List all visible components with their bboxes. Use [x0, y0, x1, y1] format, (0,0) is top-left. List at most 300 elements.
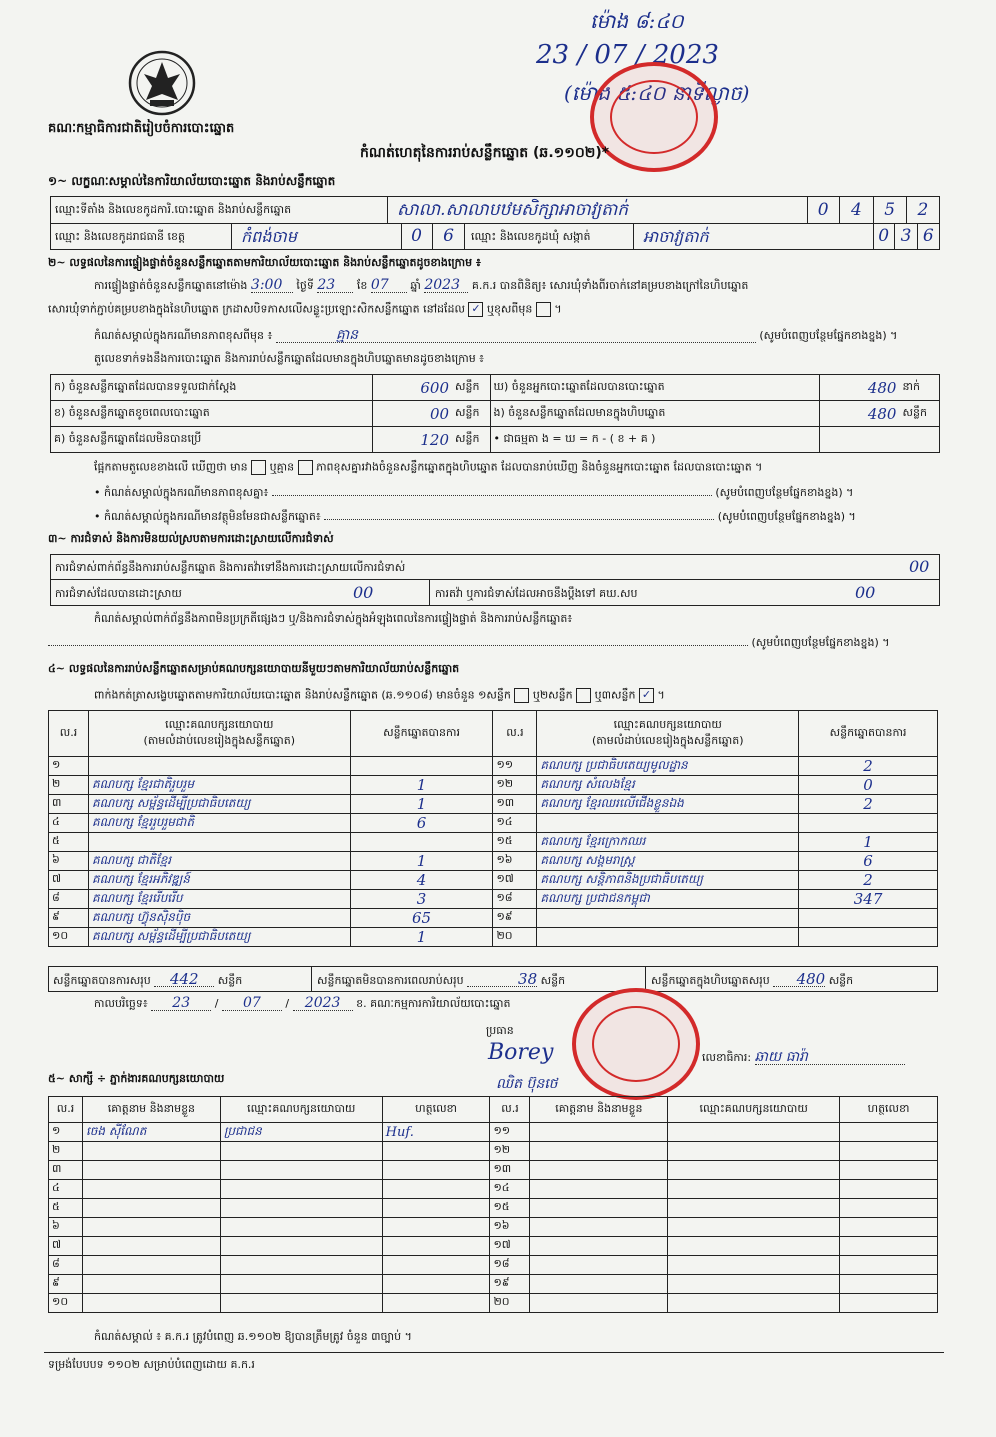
- section3-heading: ៣~ ការជំទាស់ និងការមិនយល់ស្របតាមការដោះស្រាយលើការជំទាស់: [48, 532, 334, 545]
- col-party: ឈ្មោះគណបក្សនយោបាយ: [668, 1097, 840, 1123]
- party-name: គណបក្ស សន្តិភាពនិងប្រជាធិបតេយ្យ: [537, 871, 799, 890]
- bullet-diff-label: • កំណត់សម្គាល់ក្នុងករណីមានភាពខុសគ្នា៖: [94, 486, 269, 499]
- party-votes: 6: [350, 814, 493, 833]
- figure-value: [820, 427, 900, 453]
- verify-year: 2023: [424, 278, 468, 293]
- row-number: ២: [49, 776, 89, 795]
- party-name: គណបក្ស សម្ព័ន្ធដើម្បីប្រជាធិបតេយ្យ: [88, 928, 350, 947]
- diff-note-label: កំណត់សម្គាល់ក្នុងករណីមានភាពខុសពីមុន ៖: [94, 329, 273, 342]
- province-label: ឈ្មោះ និងលេខកូដរាជធានី ខេត្ត: [55, 230, 185, 243]
- figure-row: [51, 427, 940, 453]
- diff-text: ភាពខុសគ្នារវាងចំនួនសន្លឹកឆ្នោតក្នុងហិបឆ្នោត ដែលបានរាប់ឃើញ និងចំនួនអ្នកបោះឆ្នោត ដែលបានបោះឆ្នោត ។: [316, 460, 763, 474]
- valid-total-label: សន្លឹកឆ្នោតបានការសរុប: [53, 974, 151, 987]
- row-number: ១៣: [493, 795, 537, 814]
- party-row: [49, 776, 938, 795]
- site-code-digit: 5: [874, 197, 907, 224]
- section3-box: [50, 554, 940, 606]
- figure-unit: [899, 427, 939, 453]
- sheet-count-label: ពាក់ងកត់ត្រាសង្ខេបឆ្នោតតាមការិយាល័យបោះឆ្នោត និងរាប់សន្លឹកឆ្នោត (ឆ.១១០៨) មានចំនួន ១សន្លឹក: [94, 688, 511, 702]
- col-no: ល.រ: [49, 711, 89, 757]
- witness-name: [530, 1294, 668, 1313]
- checkbox-3-sheets[interactable]: ✓: [639, 688, 654, 703]
- diff-have-label: ផ្អែកតាមតួលេខខាងលើ ឃើញថា មាន: [94, 460, 248, 474]
- row-number: ១៥: [490, 1199, 530, 1218]
- chair-name: ឈិត ប៊ុនថេ: [496, 1076, 558, 1092]
- checkbox-have-diff[interactable]: [251, 460, 266, 475]
- date-line: កាលបរិច្ឆេទ៖ 23 / 07 / 2023 ខ. គណៈកម្មការការិយាល័យបោះឆ្នោត: [94, 995, 511, 1011]
- witness-signature: [840, 1142, 938, 1161]
- witness-party: [220, 1237, 382, 1256]
- row-number: ២០: [493, 928, 537, 947]
- party-row: [49, 757, 938, 776]
- invalid-total-label: សន្លឹកឆ្នោតមិនបានការពេលរាប់សរុប: [317, 974, 464, 987]
- witness-name: [530, 1218, 668, 1237]
- handwritten-note-3: (ម៉ោង ៥:៤០ នាទីល្ងាច): [564, 81, 750, 105]
- row-number: ៩: [49, 909, 89, 928]
- party-name: [88, 833, 350, 852]
- footer-note: កំណត់សម្គាល់ ៖ គ.ក.រ ត្រូវបំពេញ ឆ.១១០២ ឱ្យបានត្រឹមត្រូវ ចំនួន ៣ច្បាប់ ។: [94, 1330, 412, 1343]
- party-name: គណបក្ស ហ៊្វុនស៊ិនប៉ិច: [88, 909, 350, 928]
- witness-row: [49, 1294, 938, 1313]
- date-month: 07: [222, 996, 282, 1011]
- party-votes: 1: [350, 795, 493, 814]
- party-name: គណបក្ស សម្ព័ន្ធដើម្បីប្រជាធិបតេយ្យ: [88, 795, 350, 814]
- appeal-value: 00: [855, 583, 876, 602]
- witness-row: [49, 1180, 938, 1199]
- checkbox-no-diff[interactable]: [298, 460, 313, 475]
- party-name: គណបក្ស សង្គមរាស្ត្រ: [537, 852, 799, 871]
- verify-month: 07: [371, 278, 407, 293]
- party-results-table: [48, 710, 938, 947]
- party-row: [49, 833, 938, 852]
- handwritten-note-2: 23 / 07 / 2023: [536, 40, 719, 70]
- party-votes: 4: [350, 871, 493, 890]
- witness-signature: [382, 1237, 490, 1256]
- witness-signature: [382, 1294, 490, 1313]
- col-no: ល.រ: [493, 711, 537, 757]
- handwritten-note-1: ម៉ោង ៨:៤០: [590, 9, 684, 33]
- witness-party: [668, 1123, 840, 1142]
- witness-table: [48, 1096, 938, 1313]
- row-number: ១៨: [493, 890, 537, 909]
- row-number: ១៥: [493, 833, 537, 852]
- witness-party: [220, 1294, 382, 1313]
- party-name: [537, 928, 799, 947]
- row-number: ៦: [49, 852, 89, 871]
- province-code-digit: 6: [433, 224, 465, 250]
- witness-row: [49, 1161, 938, 1180]
- witness-signature: [382, 1256, 490, 1275]
- row-number: ៨: [49, 890, 89, 909]
- col-votes: សន្លឹកឆ្នោតបានការ: [350, 711, 493, 757]
- sheet-3-label: ឬ៣សន្លឹក: [594, 688, 636, 702]
- unit: សន្លឹក: [217, 974, 243, 987]
- party-name: គណបក្ស ខ្មែររួបរួមជាតិ: [88, 814, 350, 833]
- party-name: គណបក្ស ខ្មែររើបរើប: [88, 890, 350, 909]
- witness-name: [82, 1180, 220, 1199]
- witness-row: [49, 1275, 938, 1294]
- row-number: ២០: [490, 1294, 530, 1313]
- section3-note: កំណត់សម្គាល់ពាក់ព័ន្ធនឹងភាពមិនប្រក្រតីផ្សេងៗ ឬ/និងការជំទាស់ក្នុងអំឡុងពេលនៃការផ្ទៀងផ្ទាត់ និងការរាប់សន្លឹកឆ្នោត៖: [94, 612, 573, 625]
- witness-signature: [840, 1123, 938, 1142]
- row-number: ១២: [493, 776, 537, 795]
- party-name: គណបក្ស ប្រជាធិបតេយ្យមូលដ្ឋាន: [537, 757, 799, 776]
- commune-label: ឈ្មោះ និងលេខកូដឃុំ សង្កាត់: [471, 230, 591, 243]
- witness-party: [220, 1161, 382, 1180]
- party-name: គណបក្ស ខ្មែរជាតិរួបរួម: [88, 776, 350, 795]
- province-code: [401, 224, 465, 250]
- commune-code-digit: 0: [873, 224, 895, 250]
- committee-label: ខ. គណៈកម្មការការិយាល័យបោះឆ្នោត: [356, 997, 511, 1010]
- witness-signature: [840, 1161, 938, 1180]
- party-row: [49, 928, 938, 947]
- witness-name: [530, 1180, 668, 1199]
- witness-row: [49, 1237, 938, 1256]
- figure-label: ខ) ចំនួនសន្លឹកឆ្នោតខូចពេលបោះឆ្នោត: [51, 401, 373, 427]
- diff-line: [94, 460, 762, 475]
- row-number: ៤: [49, 814, 89, 833]
- province-code-digit: 0: [401, 224, 433, 250]
- party-name: គណបក្ស ខ្មែរក្រោកឈរ: [537, 833, 799, 852]
- figure-value: 480: [820, 375, 900, 401]
- row-number: ៣: [49, 1161, 83, 1180]
- verify-year-label: ឆ្នាំ: [410, 279, 421, 292]
- col-no: ល.រ: [49, 1097, 83, 1123]
- row-number: ១២: [490, 1142, 530, 1161]
- official-stamp-bottom: [572, 988, 700, 1100]
- invalid-total: 38: [467, 972, 537, 987]
- row-number: ៧: [49, 1237, 83, 1256]
- col-no: ល.រ: [490, 1097, 530, 1123]
- witness-signature: [382, 1218, 490, 1237]
- verify-line-3: [94, 328, 897, 343]
- witness-party: ប្រជាជន: [220, 1123, 382, 1142]
- witness-name: [530, 1199, 668, 1218]
- party-row: [49, 909, 938, 928]
- checkbox-same[interactable]: ✓: [468, 302, 483, 317]
- witness-party: [220, 1256, 382, 1275]
- col-party: ឈ្មោះគណបក្សនយោបាយ (តាមលំដាប់លេខរៀងក្នុងសន្លឹកឆ្នោត): [537, 711, 799, 757]
- party-name: គណបក្ស ប្រជាជនកម្ពុជា: [537, 890, 799, 909]
- figure-label: • ជាធម្មតា ង = ឃ = ក - ( ខ + គ ): [490, 427, 820, 453]
- witness-row: [49, 1123, 938, 1142]
- chair-title: ប្រធាន: [486, 1024, 514, 1037]
- resolved-label: ការជំទាស់ដែលបានដោះស្រាយ: [55, 587, 182, 600]
- commune-code: [873, 224, 939, 250]
- witness-party: [668, 1256, 840, 1275]
- commune-code-digit: 6: [922, 226, 934, 246]
- witness-row: [49, 1218, 938, 1237]
- date-label: កាលបរិច្ឆេទ៖: [94, 997, 148, 1010]
- witness-party: [668, 1199, 840, 1218]
- section1-heading: ១~ លក្ខណៈសម្គាល់នៃការិយាល័យបោះឆ្នោត និងរាប់សន្លឹកឆ្នោត: [48, 174, 336, 188]
- row-number: ១៧: [493, 871, 537, 890]
- totals-row: [48, 966, 938, 992]
- witness-signature: [840, 1256, 938, 1275]
- figure-unit: សន្លឹក: [899, 401, 939, 427]
- complaint-value: 00: [909, 557, 930, 576]
- witness-signature: [382, 1142, 490, 1161]
- witness-signature: [840, 1275, 938, 1294]
- witness-party: [668, 1237, 840, 1256]
- figure-value: 00: [372, 401, 452, 427]
- party-votes: [799, 928, 938, 947]
- official-stamp-top: [590, 62, 718, 172]
- row-number: ១: [49, 1123, 83, 1142]
- col-sign: ហត្ថលេខា: [840, 1097, 938, 1123]
- witness-signature: Huf.: [382, 1123, 490, 1142]
- row-number: ៥: [49, 1199, 83, 1218]
- witness-name: [82, 1161, 220, 1180]
- witness-name: [82, 1218, 220, 1237]
- witness-party: [668, 1161, 840, 1180]
- row-number: ៩: [49, 1275, 83, 1294]
- col-votes: សន្លឹកឆ្នោតបានការ: [799, 711, 938, 757]
- row-number: ១៨: [490, 1256, 530, 1275]
- site-code-digit: 2: [917, 200, 929, 220]
- verify-line-2: សោរឃុំទាក់ភ្ជាប់គម្របខាងក្នុងនៃហិបឆ្នោត ក្រដាសបិទភាសលើសន្លួះប្រឡោះសិកសន្លឹកឆ្នោត នៅដដែល ✓ ឬខុសពីមុន ។: [48, 302, 562, 316]
- row-number: ១: [49, 757, 89, 776]
- party-votes: 1: [350, 852, 493, 871]
- figure-row: [51, 401, 940, 427]
- witness-signature: [840, 1199, 938, 1218]
- diff-note-value: គ្មាន: [276, 328, 756, 343]
- party-votes: [799, 909, 938, 928]
- witness-party: [220, 1180, 382, 1199]
- witness-party: [668, 1294, 840, 1313]
- witness-signature: [840, 1294, 938, 1313]
- figures-table: [50, 374, 940, 453]
- row-number: ១៦: [490, 1218, 530, 1237]
- section5-heading: ៥~ សាក្សី ÷ ភ្នាក់ងារគណបក្សនយោបាយ: [48, 1072, 225, 1085]
- witness-party: [220, 1275, 382, 1294]
- witness-signature: [382, 1275, 490, 1294]
- row-number: ១១: [493, 757, 537, 776]
- witness-party: [668, 1142, 840, 1161]
- witness-party: [668, 1180, 840, 1199]
- row-number: ១៦: [493, 852, 537, 871]
- row-number: ១០: [49, 928, 89, 947]
- witness-party: [220, 1142, 382, 1161]
- witness-name: [530, 1123, 668, 1142]
- figure-unit: សន្លឹក: [452, 427, 490, 453]
- witness-name: [82, 1275, 220, 1294]
- verify-month-label: ខែ: [356, 279, 368, 292]
- party-name: គណបក្ស ខ្មែរអភិវឌ្ឍន៍: [88, 871, 350, 890]
- verify-time: 3:00: [251, 278, 293, 293]
- site-code-digit: 4: [840, 197, 873, 224]
- site-label: ឈ្មោះទីតាំង និងលេខកូដការិ.បោះឆ្នោត និងរាប់សន្លឹកឆ្នោត: [55, 203, 292, 216]
- row-number: ១៧: [490, 1237, 530, 1256]
- witness-name: [530, 1275, 668, 1294]
- row-number: ៣: [49, 795, 89, 814]
- section3-fill: [48, 636, 890, 650]
- row-number: ១៩: [490, 1275, 530, 1294]
- sheet-2-label: ឬ២សន្លឹក: [532, 688, 573, 702]
- appeal-label: ការតវ៉ា ឬការជំទាស់ដែលអាចនឹងប្តឹងទៅ គឃ.សប: [435, 587, 638, 600]
- secretary-label: លេខាធិការ:: [702, 1051, 752, 1064]
- row-number: ១៤: [490, 1180, 530, 1199]
- party-votes: 65: [350, 909, 493, 928]
- row-number: ១១: [490, 1123, 530, 1142]
- col-party: ឈ្មោះគណបក្សនយោបាយ (តាមលំដាប់លេខរៀងក្នុងសន្លឹកឆ្នោត): [88, 711, 350, 757]
- complaint-label: ការជំទាស់ពាក់ព័ន្ធនឹងការរាប់សន្លឹកឆ្នោត និងការតវ៉ាទៅនឹងការដោះស្រាយលើការជំទាស់: [55, 561, 406, 574]
- verify-day-label: ថ្ងៃទី: [296, 279, 314, 292]
- party-votes: 2: [799, 757, 938, 776]
- row-number: ៦: [49, 1218, 83, 1237]
- witness-name: ចេង ស៊ីណែត: [82, 1123, 220, 1142]
- witness-signature: [382, 1161, 490, 1180]
- witness-name: [82, 1256, 220, 1275]
- section1-box: [50, 196, 940, 250]
- party-name: គណបក្ស សំលេងខ្មែរ: [537, 776, 799, 795]
- checkbox-1-sheet[interactable]: [514, 688, 529, 703]
- row-number: ៥: [49, 833, 89, 852]
- figure-value: 120: [372, 427, 452, 453]
- party-row: [49, 871, 938, 890]
- row-number: ៧: [49, 871, 89, 890]
- party-votes: 1: [350, 776, 493, 795]
- row-number: ៨: [49, 1256, 83, 1275]
- commune-code-digit: 3: [895, 224, 917, 250]
- party-votes: 0: [799, 776, 938, 795]
- witness-name: [530, 1256, 668, 1275]
- seal-text: សោរឃុំទាក់ភ្ជាប់គម្របខាងក្នុងនៃហិបឆ្នោត ក្រដាសបិទភាសលើសន្លួះប្រឡោះសិកសន្លឹកឆ្នោត នៅដដែល: [48, 302, 465, 316]
- party-name: [88, 757, 350, 776]
- col-sign: ហត្ថលេខា: [382, 1097, 490, 1123]
- diff-none-label: ឬគ្មាន: [269, 460, 295, 474]
- witness-party: [220, 1199, 382, 1218]
- fill-note: (សូមបំពេញបន្ថែមផ្នែកខាងខ្នង) ។: [759, 329, 898, 342]
- party-name: គណបក្ស ខ្មែរឈរលើជើងខ្លួនឯង: [537, 795, 799, 814]
- party-row: [49, 890, 938, 909]
- site-code-digit: 0: [807, 197, 840, 224]
- checkbox-2-sheets[interactable]: [576, 688, 591, 703]
- party-votes: 2: [799, 795, 938, 814]
- figure-row: [51, 375, 940, 401]
- section4-intro: ពាក់ងកត់ត្រាសង្ខេបឆ្នោតតាមការិយាល័យបោះឆ្នោត និងរាប់សន្លឹកឆ្នោត (ឆ.១១០៨) មានចំនួន ១សន្លឹក ឬ២សន្លឹក ឬ៣សន្លឹក ✓ ។: [94, 688, 665, 702]
- bullet-diff-note: [94, 486, 853, 500]
- party-votes: 1: [799, 833, 938, 852]
- valid-total: 442: [154, 972, 214, 987]
- unit: សន្លឹក: [540, 974, 566, 987]
- witness-party: [668, 1218, 840, 1237]
- bullet-objects-note: [94, 510, 856, 524]
- row-number: ១០: [49, 1294, 83, 1313]
- figure-label: ង) ចំនួនសន្លឹកឆ្នោតដែលមានក្នុងហិបឆ្នោត: [490, 401, 820, 427]
- verify-day: 23: [317, 278, 353, 293]
- figure-label: ឃ) ចំនួនអ្នកបោះឆ្នោតដែលបានបោះឆ្នោត: [490, 375, 820, 401]
- unit: សន្លឹក: [828, 974, 854, 987]
- party-votes: [350, 833, 493, 852]
- checkbox-different[interactable]: [536, 302, 551, 317]
- party-name: [537, 909, 799, 928]
- figure-unit: សន្លឹក: [452, 401, 490, 427]
- row-number: ១៤: [493, 814, 537, 833]
- figures-intro: តួលេខទាក់ទងនឹងការបោះឆ្នោត និងការរាប់សន្លឹកឆ្នោតដែលមានក្នុងហិបឆ្នោតមានដូចខាងក្រោម ៖: [94, 352, 485, 365]
- diff-label: ឬខុសពីមុន: [486, 302, 533, 316]
- row-number: ១៩: [493, 909, 537, 928]
- party-votes: [350, 757, 493, 776]
- row-number: ៤: [49, 1180, 83, 1199]
- witness-signature: [840, 1237, 938, 1256]
- party-votes: 3: [350, 890, 493, 909]
- verify-line-1: [94, 278, 748, 293]
- witness-signature: [382, 1199, 490, 1218]
- witness-name: [530, 1237, 668, 1256]
- box-total-label: សន្លឹកឆ្នោតក្នុងហិបឆ្នោតសរុប: [651, 974, 770, 987]
- figure-unit: សន្លឹក: [452, 375, 490, 401]
- section2-heading: ២~ លទ្ធផលនៃការផ្ទៀងផ្ទាត់ចំនួនសន្លឹកឆ្នោតតាមការិយាល័យបោះឆ្នោត និងរាប់សន្លឹកឆ្នោតដូចខាងក្រោម ៖: [48, 256, 481, 269]
- party-name: [537, 814, 799, 833]
- witness-name: [82, 1199, 220, 1218]
- figure-value: 480: [820, 401, 900, 427]
- party-row: [49, 795, 938, 814]
- site-code: [807, 197, 939, 224]
- document-title: កំណត់ហេតុនៃការរាប់សន្លឹកឆ្នោត (ឆ.១១០២)*: [360, 145, 610, 161]
- witness-signature: [840, 1218, 938, 1237]
- party-votes: 1: [350, 928, 493, 947]
- date-year: 2023: [293, 996, 353, 1011]
- fill-note: (សូមបំពេញបន្ថែមផ្នែកខាងខ្នង) ។: [715, 486, 854, 499]
- witness-name: [82, 1142, 220, 1161]
- witness-signature: [382, 1180, 490, 1199]
- date-day: 23: [151, 996, 211, 1011]
- row-number: ១៣: [490, 1161, 530, 1180]
- figure-value: 600: [372, 375, 452, 401]
- secretary-name: ឆាយ ធារ៉ា: [755, 1050, 905, 1065]
- nec-emblem: [128, 50, 196, 116]
- witness-row: [49, 1142, 938, 1161]
- province-value: កំពង់ចាម: [241, 227, 297, 246]
- party-votes: 2: [799, 871, 938, 890]
- org-name: គណៈកម្មាធិការជាតិរៀបចំការបោះឆ្នោត: [48, 121, 235, 136]
- col-name: គោត្តនាម និងនាមខ្លួន: [82, 1097, 220, 1123]
- commune-value: អាចាវ្យតាក់: [643, 227, 709, 246]
- witness-name: [530, 1142, 668, 1161]
- box-total: 480: [773, 972, 825, 987]
- col-party: ឈ្មោះគណបក្សនយោបាយ: [220, 1097, 382, 1123]
- witness-name: [82, 1237, 220, 1256]
- party-votes: 6: [799, 852, 938, 871]
- witness-name: [82, 1294, 220, 1313]
- party-name: គណបក្ស ជាតិខ្មែរ: [88, 852, 350, 871]
- witness-name: [530, 1161, 668, 1180]
- party-votes: 347: [799, 890, 938, 909]
- site-value: សាលា.សាលាបឋមសិក្សាអាចាវ្យតាក់: [397, 200, 629, 220]
- witness-row: [49, 1199, 938, 1218]
- figure-label: គ) ចំនួនសន្លឹកឆ្នោតដែលមិនបានប្រើ: [51, 427, 373, 453]
- figure-label: ក) ចំនួនសន្លឹកឆ្នោតដែលបានទទួលជាក់ស្តែង: [51, 375, 373, 401]
- resolved-value: 00: [353, 583, 374, 602]
- bullet-objects-label: • កំណត់សម្គាល់ក្នុងករណីមានវត្ថុមិនមែនជាសន្លឹកឆ្នោត៖: [94, 510, 321, 523]
- verify-time-label: ការផ្ទៀងផ្ទាត់ចំនួនសន្លឹកឆ្នោតនៅម៉ោង: [94, 279, 248, 292]
- secretary: [702, 1050, 905, 1065]
- witness-party: [220, 1218, 382, 1237]
- witness-row: [49, 1256, 938, 1275]
- party-votes: [799, 814, 938, 833]
- chair-signature: Borey: [488, 1040, 554, 1065]
- party-row: [49, 814, 938, 833]
- fill-note: (សូមបំពេញបន្ថែមផ្នែកខាងខ្នង) ។: [751, 636, 890, 649]
- col-name: គោត្តនាម និងនាមខ្លួន: [530, 1097, 668, 1123]
- party-row: [49, 852, 938, 871]
- verify-tail: គ.ក.រ បានពិនិត្យ៖ សោរឃុំទាំងពីរចាក់នៅគម្របខាងក្រៅនៃហិបឆ្នោត: [471, 279, 749, 292]
- section4-heading: ៤~ លទ្ធផលនៃការរាប់សន្លឹកឆ្នោតសម្រាប់គណបក្សនយោបាយនីមួយៗតាមការិយាល័យរាប់សន្លឹកឆ្នោត: [48, 662, 460, 675]
- witness-party: [668, 1275, 840, 1294]
- witness-signature: [840, 1180, 938, 1199]
- fill-note: (សូមបំពេញបន្ថែមផ្នែកខាងខ្នង) ។: [717, 510, 856, 523]
